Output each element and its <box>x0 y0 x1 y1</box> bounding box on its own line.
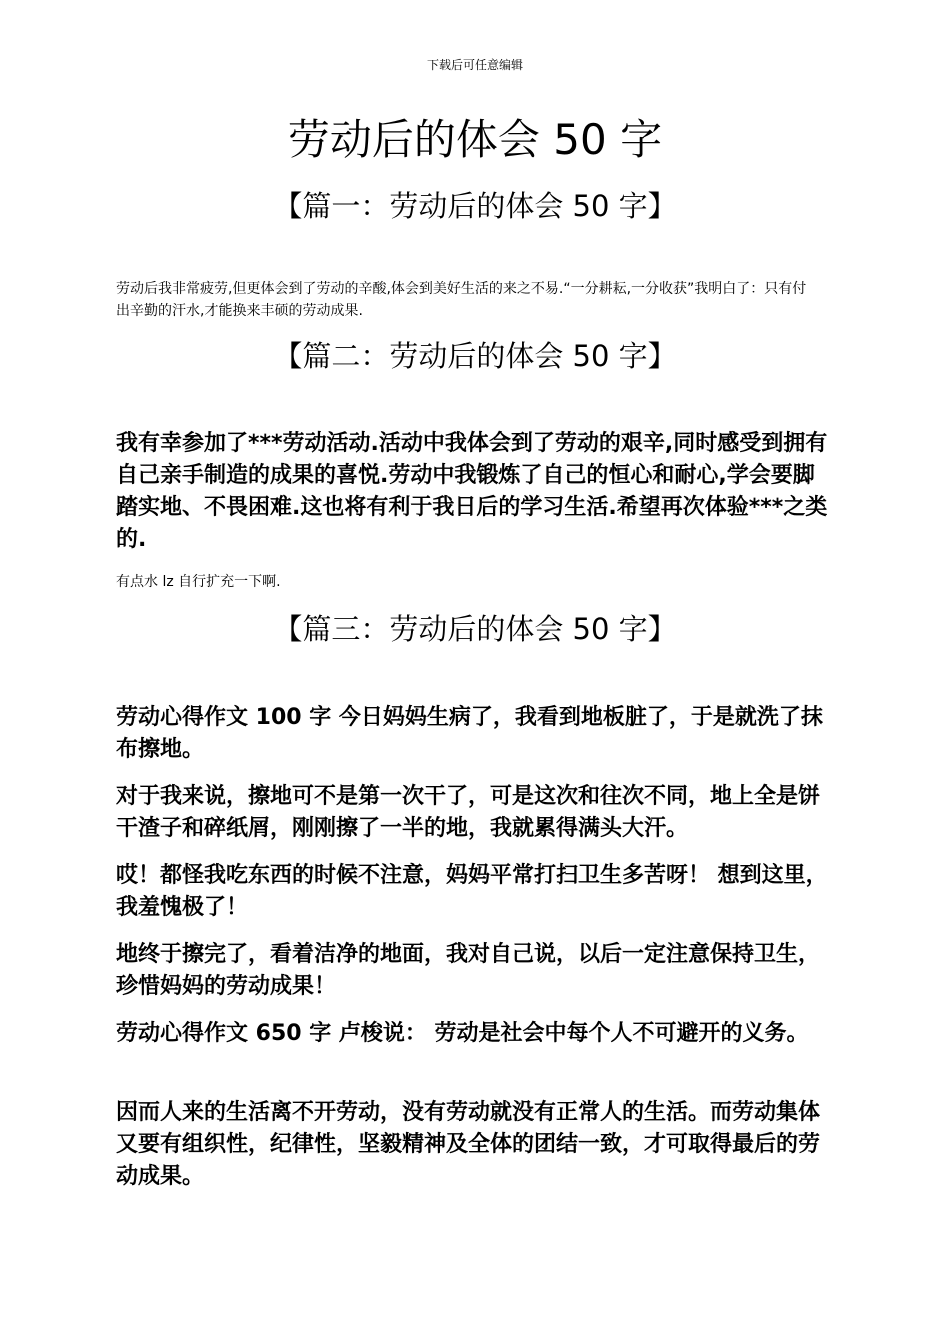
section-3-paragraph-1: 劳动心得作文 100 字 今日妈妈生病了，我看到地板脏了，于是就洗了抹布擦地。 <box>116 705 823 762</box>
section-heading-1: 【篇一：劳动后的体会 50 字】 <box>273 189 677 223</box>
section-2-paragraph: 我有幸参加了***劳动活动.活动中我体会到了劳动的艰辛,同时感受到拥有自己亲手制造的成果的喜悦.劳动中我锻炼了自己的恒心和耐心,学会要脚踏实地、不畏困难.这也将有利于我日后的学习生活.希望再次体验***之类的. <box>116 431 828 552</box>
section-3-paragraph-4: 地终于擦完了，看着洁净的地面，我对自己说，以后一定注意保持卫生，珍惜妈妈的劳动成果！ <box>116 942 821 999</box>
section-3-paragraph-6: 因而人来的生活离不开劳动，没有劳动就没有正常人的生活。而劳动集体又要有组织性，纪律性，坚毅精神及全体的团结一致，才可取得最后的劳动成果。 <box>116 1100 821 1189</box>
section-2-note: 有点水 lz 自行扩充一下啊. <box>116 574 281 590</box>
section-3-paragraph-2: 对于我来说，擦地可不是第一次干了，可是这次和往次不同，地上全是饼干渣子和碎纸屑，刚刚擦了一半的地，我就累得满头大汗。 <box>116 784 821 841</box>
section-heading-3: 【篇三：劳动后的体会 50 字】 <box>273 612 677 646</box>
section-3-paragraph-5: 劳动心得作文 650 字 卢梭说： 劳动是社会中每个人不可避开的义务。 <box>116 1021 809 1046</box>
document-title: 劳动后的体会 50 字 <box>287 115 663 164</box>
header-note: 下载后可任意编辑 <box>426 58 523 72</box>
section-1-paragraph: 劳动后我非常疲劳,但更体会到了劳动的辛酸,体会到美好生活的来之不易.“一分耕耘,一分收获”我明白了：只有付出辛勤的汗水,才能换来丰硕的劳动成果. <box>116 281 807 319</box>
section-3-paragraph-3: 哎！都怪我吃东西的时候不注意，妈妈平常打扫卫生多苦呀！ 想到这里，我羞愧极了！ <box>116 863 828 920</box>
section-heading-2: 【篇二：劳动后的体会 50 字】 <box>273 339 677 373</box>
